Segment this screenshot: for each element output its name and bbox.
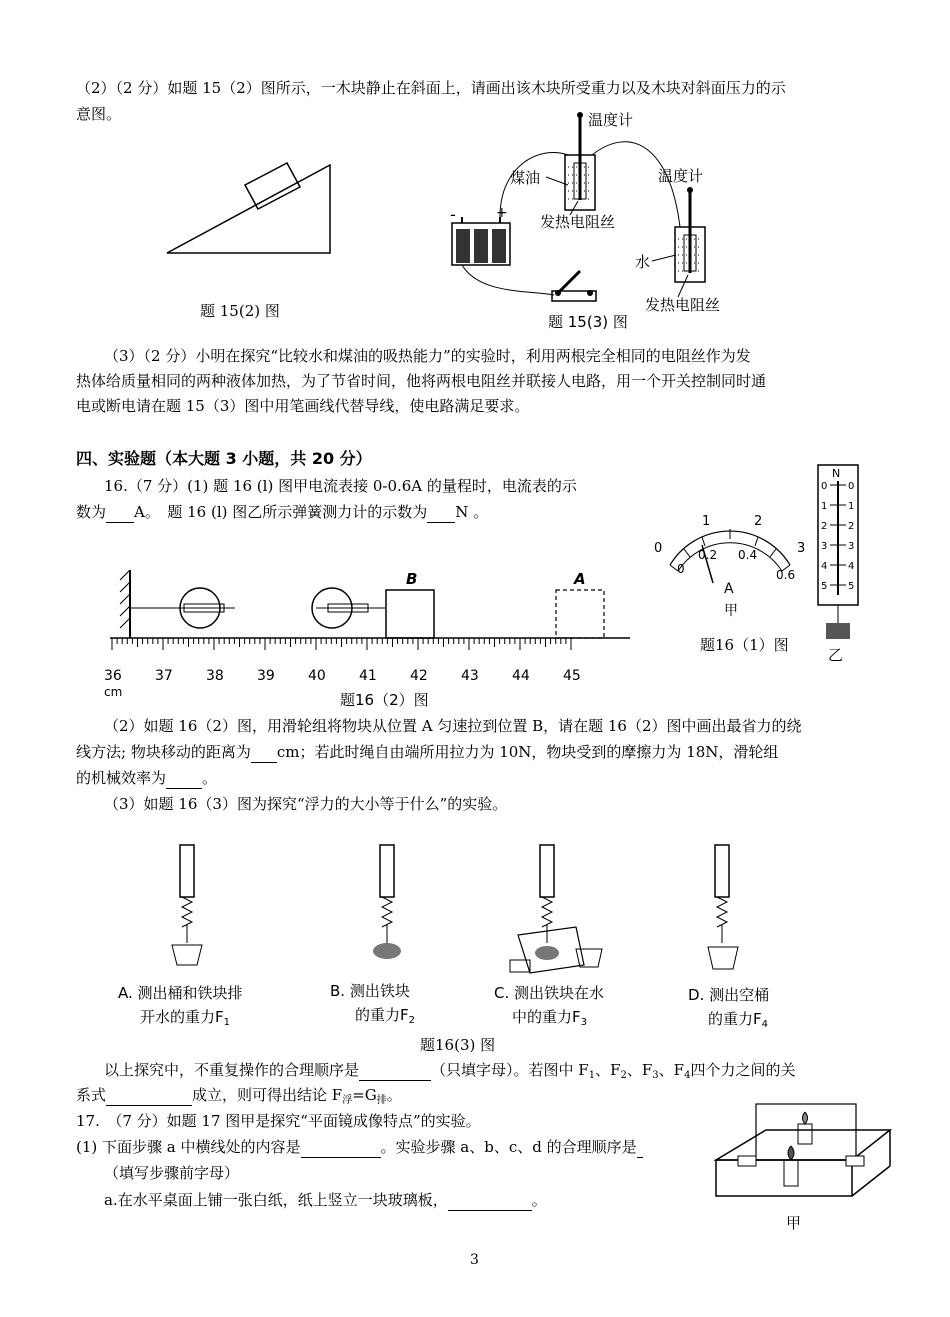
battery-plus: + [496,205,508,221]
answer-blank-relation[interactable] [106,1085,192,1106]
answer-blank-efficiency[interactable] [166,768,202,789]
q15-3-line1: （3）（2 分）小明在探究“比较水和煤油的吸热能力”的实验时，利用两根完全相同的电阻丝作为发 [104,347,751,365]
step-d-setup [708,845,738,969]
ruler-label: 42 [410,668,428,684]
step-a-line1: A. 测出桶和铁块排 [118,984,243,1002]
svg-text:4: 4 [821,561,828,572]
section4-heading: 四、实验题（本大题 3 小题，共 20 分） [76,449,372,468]
spring-unit: N [832,467,841,480]
step-b-line2: 的重力$F_2$ [355,1006,416,1026]
ammeter-scale [650,505,810,620]
ruler-label: 37 [155,668,173,684]
q16-2-line3: 的机械效率为 。 [76,769,218,787]
ruler-unit: cm [104,685,123,699]
svg-text:2: 2 [848,521,855,532]
q17-line2: (1) 下面步骤 a 中横线处的内容是 。实验步骤 a、b、c、d 的合理顺序是 [76,1137,643,1158]
scale-bottom-02: 0.2 [698,548,718,562]
fig15-2-caption: 题 15(2) 图 [200,302,280,320]
step-d-line2: 的重力$F_4$ [708,1010,769,1030]
step-c-setup [510,845,602,973]
meter-letter: A [724,581,734,597]
heater2-label: 发热电阻丝 [645,296,721,314]
svg-text:1: 1 [821,501,828,512]
mirror-jia: 甲 [786,1214,802,1232]
q15-2-line2: 意图。 [76,105,122,123]
q17-line4: a.在水平桌面上铺一张白纸，纸上竖立一块玻璃板， 。 [104,1191,547,1209]
svg-text:0: 0 [848,481,855,492]
step-b-line1: B. 测出铁块 [330,982,410,1000]
scale-top-0: 0 [654,541,663,556]
step-b-setup [373,845,401,959]
block-a-label: A [574,570,586,588]
incline-figure [165,155,345,265]
q16-3-line2: 系式 成立，则可得出结论 $F_浮=G_排$。 [76,1086,402,1106]
q16-3-line1: 以上探究中，不重复操作的合理顺序是 （只填字母）。若图中 $F_1$、$F_2$、$F_3$、$F_4$四个力之间的关 [104,1061,796,1081]
heater1-label: 发热电阻丝 [540,213,616,231]
pulley-figure [100,560,640,710]
q15-3-line3: 电或断电请在题 15（3）图中用笔画线代替导线，使电路满足要求。 [76,397,530,415]
ruler-label: 41 [359,668,377,684]
ruler-label: 44 [512,668,530,684]
q15-2-line1: （2）（2 分）如题 15（2）图所示，一木块静止在斜面上，请画出该木块所受重力以及木块对斜面压力的示 [76,79,786,97]
battery-minus: - [450,205,456,224]
step-d-line1: D. 测出空桶 [688,986,770,1004]
answer-blank-force[interactable] [427,502,455,523]
ruler-label: 43 [461,668,479,684]
step-a-line2: 开水的重力$F_1$ [140,1008,231,1028]
svg-text:5: 5 [821,581,828,592]
page-number: 3 [470,1252,479,1268]
q16-3-intro: （3）如题 16（3）图为探究“浮力的大小等于什么”的实验。 [104,795,508,813]
kerosene-label: 煤油 [510,169,541,187]
q17-line3: （填写步骤前字母） [104,1164,240,1182]
scale-top-1: 1 [702,514,711,529]
water-beaker [675,187,705,282]
thermometer1-label: 温度计 [588,111,634,129]
battery-icon [452,217,510,265]
scale-bottom-04: 0.4 [738,548,758,562]
svg-text:1: 1 [848,501,855,512]
q16-1-line1: 16.（7 分）(1) 题 16 (l) 图甲电流表接 0-0.6A 的量程时，电流表的示 [104,477,577,495]
scale-bottom-06: 0.6 [776,568,796,582]
answer-blank-distance[interactable] [251,742,277,763]
answer-blank-order[interactable] [359,1060,431,1081]
circuit-figure [440,105,770,335]
answer-blank-order-17[interactable] [637,1137,643,1158]
step-c-line2: 中的重力$F_3$ [512,1008,588,1028]
scale-top-2: 2 [754,514,763,529]
ruler-label: 36 [104,668,122,684]
step-c-line1: C. 测出铁块在水 [494,984,605,1002]
fig15-3-caption: 题 15(3) 图 [548,313,628,331]
q16-2-line2: 线方法; 物块移动的距离为 cm；若此时绳自由端所用拉力为 10N，物块受到的摩擦力为 18N，滑轮组 [76,743,779,761]
svg-text:0: 0 [821,481,828,492]
block-b-label: B [406,570,418,588]
spring-yi: 乙 [828,646,844,664]
ruler-label: 40 [308,668,326,684]
ruler-label: 39 [257,668,275,684]
fig16-2-caption: 题16（2）图 [340,691,429,709]
thermometer2-label: 温度计 [658,167,704,185]
answer-blank-step-a[interactable] [301,1137,381,1158]
svg-text:3: 3 [821,541,828,552]
q17-line1: 17. （7 分）如题 17 图甲是探究“平面镜成像特点”的实验。 [76,1112,481,1130]
ruler-label: 38 [206,668,224,684]
answer-blank-current[interactable] [106,502,134,523]
spring-scale [810,455,866,670]
svg-text:3: 3 [848,541,855,552]
svg-text:2: 2 [821,521,828,532]
mirror-figure [712,1100,894,1235]
fig16-3-caption: 题16(3) 图 [420,1036,496,1054]
q16-1-line2: 数为 A。 题 16 (l) 图乙所示弹簧测力计的示数为 N 。 [76,503,489,521]
scale-bottom-0: 0 [677,562,685,576]
step-a-setup [172,845,202,965]
fig16-1-caption: 题16（1）图 [700,636,789,654]
q15-3-line2: 热体给质量相同的两种液体加热，为了节省时间，他将两根电阻丝并联接人电路，用一个开关控制同时通 [76,372,767,390]
incline-triangle [167,165,330,253]
meter-jia: 甲 [724,603,738,619]
svg-text:5: 5 [848,581,855,592]
switch-icon [552,271,596,301]
q16-2-line1: （2）如题 16（2）图，用滑轮组将物块从位置 A 匀速拉到位置 B，请在题 16（2）图中画出最省力的绕 [104,717,802,735]
scale-top-3: 3 [797,541,806,556]
answer-blank-glass[interactable] [448,1190,532,1211]
svg-text:4: 4 [848,561,855,572]
water-label: 水 [635,253,651,271]
ruler-label: 45 [563,668,581,684]
